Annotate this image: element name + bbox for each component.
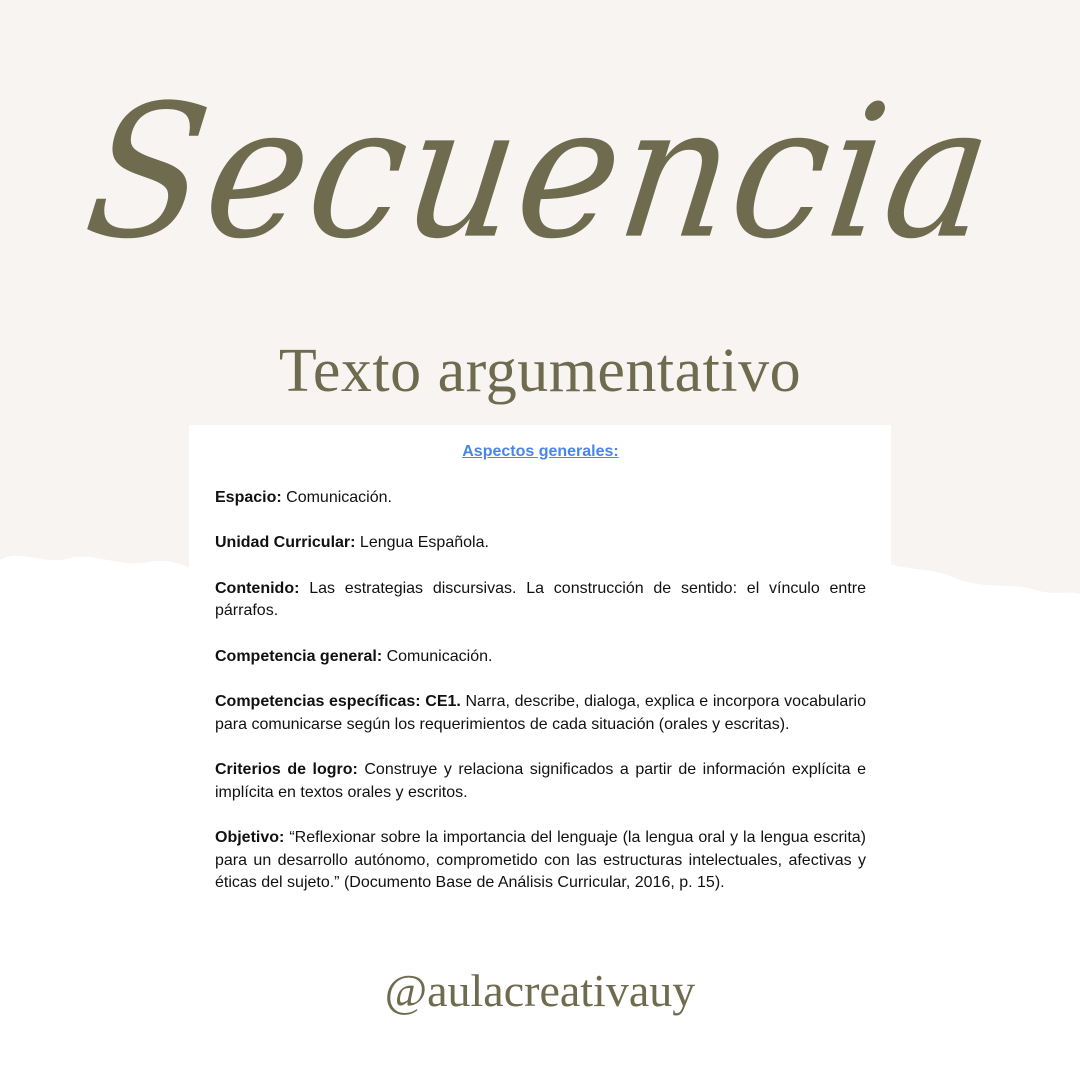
field-label: Criterios de logro: xyxy=(215,761,358,778)
field-label: Competencias específicas: xyxy=(215,693,421,710)
social-handle: @aulacreativauy xyxy=(384,965,696,1016)
field-competencia-general xyxy=(215,646,866,669)
field-value: “Reflexionar sobre la importancia del lenguaje (la lengua oral y la lengua escrita) para un desarrollo autónomo, comprometido con las estructuras intelectuales, afectivas y éticas del sujeto.” (Documento Base de Análisis Curricular, 2016, p. 15). xyxy=(215,829,866,891)
subtitle: Texto argumentativo xyxy=(278,337,802,405)
field-value: Narra, describe, dialoga, explica e incorpora vocabulario para comunicarse según los requerimientos de cada situación (orales y escritas). xyxy=(215,693,867,733)
field-value: Construye y relaciona significados a partir de información explícita e implícita en textos orales y escritos. xyxy=(215,761,866,801)
field-label: Contenido: xyxy=(215,579,300,597)
field-competencias-especificas xyxy=(215,691,866,736)
field-espacio xyxy=(215,487,866,510)
field-code: CE1. xyxy=(420,693,461,710)
field-contenido xyxy=(215,578,866,623)
field-label: Competencia general: xyxy=(215,647,383,665)
field-label: Espacio: xyxy=(215,488,282,506)
field-objetivo xyxy=(215,827,866,895)
field-unidad-curricular xyxy=(215,532,866,555)
field-criterios-de-logro xyxy=(215,759,866,804)
document-heading: Aspectos generales: xyxy=(462,443,619,460)
document-card xyxy=(189,425,891,962)
field-label: Unidad Curricular: xyxy=(215,534,356,551)
field-label: Objetivo: xyxy=(215,829,285,846)
field-value: Las estrategias discursivas. La construcción de sentido: el vínculo entre párrafos. xyxy=(215,579,866,619)
field-value: Comunicación. xyxy=(281,488,392,506)
field-value: Lengua Española. xyxy=(355,534,489,551)
script-title: Secuencia xyxy=(75,66,1005,280)
field-value: Comunicación. xyxy=(382,647,493,665)
